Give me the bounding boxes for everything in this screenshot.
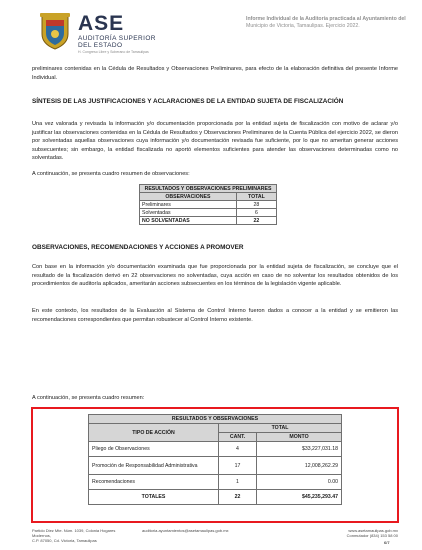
table2-row-cant: 1 xyxy=(219,475,257,490)
table1-row-label: Preliminares xyxy=(140,201,237,209)
footer-address-line-1: Partido Diez Mte. Núm. 1039, Colonia Hogares Modernos, xyxy=(32,528,116,538)
table2-col-type: TIPO DE ACCIÓN xyxy=(89,424,219,442)
page-header xyxy=(38,10,408,54)
table2-row-cant: 4 xyxy=(219,442,257,457)
table2-row-type: Recomendaciones xyxy=(89,475,219,490)
section-title-synthesis: SÍNTESIS DE LAS JUSTIFICACIONES Y ACLARACIONES DE LA ENTIDAD SUJETA DE FISCALIZACIÓN xyxy=(32,98,344,105)
table2-row-monto: 12,008,262.29 xyxy=(257,457,342,475)
report-title-line-1: Informe Individual de la Auditoría practicada al Ayuntamiento del xyxy=(246,16,406,22)
footer-address xyxy=(32,528,132,543)
table2-row-type: Pliego de Observaciones xyxy=(89,442,219,457)
table1-row-total: 6 xyxy=(236,209,276,217)
control-paragraph: En este contexto, los resultados de la Evaluación al Sistema de Control Interno fueron dados a conocer a la entidad y se emitieron las recomendaciones correspondientes que permitan robustecer al Control Interno existente. xyxy=(32,308,398,323)
footer-phone: Conmutador (834) 153 58 00 xyxy=(346,533,398,538)
logo-name: ASE xyxy=(78,12,125,35)
section-title-observations: OBSERVACIONES, RECOMENDACIONES Y ACCIONES A PROMOVER xyxy=(32,244,244,251)
logo-subtitle-3: H. Congreso Libre y Soberano de Tamaulipas xyxy=(78,50,149,54)
table2-col-monto: MONTO xyxy=(257,433,342,442)
table1-title: RESULTADOS Y OBSERVACIONES PRELIMINARES xyxy=(140,185,277,193)
page-number: 6/7 xyxy=(384,540,390,545)
footer-email: auditoria.ayuntamientos@asetamaulipas.gob.mx xyxy=(142,528,229,533)
table2-totals-monto: $45,235,293.47 xyxy=(257,490,342,505)
table-row xyxy=(140,201,277,209)
table1-footer-total: 22 xyxy=(236,217,276,225)
footer-address-line-2: C.P. 87050, Cd. Victoria, Tamaulipas xyxy=(32,538,97,543)
logo-subtitle-2: DEL ESTADO xyxy=(78,42,123,49)
table2-row-monto: 0.00 xyxy=(257,475,342,490)
ase-logo xyxy=(78,14,156,55)
logo-subtitle-1: AUDITORÍA SUPERIOR xyxy=(78,35,156,42)
report-title xyxy=(246,16,416,30)
synthesis-paragraph: Una vez valorada y revisada la información y/o documentación proporcionada por la entidad sujeta de fiscalización con motivo de aclarar y/o justificar las observaciones contenidas en la Cédula de Resultados y Observaciones Preliminares de la Cuenta Pública del ejercicio 2022, se dieron por solventadas aquellas observaciones cuya información y/o documentación revisada fue suficiente, por lo que no ameritan generar acciones subsecuentes; sin embargo, la entidad fiscalizada no aportó elementos suficientes para atender las observaciones determinadas como no solventadas. xyxy=(32,121,398,162)
table1-footer-label: NO SOLVENTADAS xyxy=(140,217,237,225)
table2-title: RESULTADOS Y OBSERVACIONES xyxy=(89,415,342,424)
intro-paragraph: preliminares contenidas en la Cédula de Resultados y Observaciones Preliminares, para efecto de la elaboración definitiva del presente Informe Individual. xyxy=(32,66,398,81)
highlight-box xyxy=(31,407,399,523)
summary-intro-2: A continuación, se presenta cuadro resumen: xyxy=(32,395,145,401)
table2-col-cant: CANT. xyxy=(219,433,257,442)
table2-row-monto: $33,227,031.18 xyxy=(257,442,342,457)
table2-row-cant: 17 xyxy=(219,457,257,475)
report-title-line-2: Municipio de Victoria, Tamaulipas. Ejercicio 2022. xyxy=(246,23,360,29)
table2-row-type: Promoción de Responsabilidad Administrativa xyxy=(89,457,219,475)
table-row xyxy=(140,209,277,217)
table1-row-label: Solventadas xyxy=(140,209,237,217)
summary-intro-1: A continuación, se presenta cuadro resumen de observaciones: xyxy=(32,171,190,177)
observations-paragraph: Con base en la información y/o documentación examinada que fue proporcionada por la entidad sujeta de fiscalización, se concluye que el resultado de la fiscalización derivó en 22 observaciones no solventadas, cuya acción en caso de no solventar los resultados obtenidos de los procedimientos de auditoría aplicados, ameritarán acciones subsecuentes en los términos de la legislación vigente aplicable. xyxy=(32,264,398,288)
footer-website: www.asetamaulipas.gob.mx xyxy=(348,528,398,533)
preliminary-results-table xyxy=(139,184,277,225)
table1-row-total: 28 xyxy=(236,201,276,209)
state-seal-icon xyxy=(38,12,72,50)
table-row xyxy=(140,217,277,225)
table2-col-total: TOTAL xyxy=(219,424,342,433)
footer-contact xyxy=(328,528,398,538)
table2-totals-label: TOTALES xyxy=(89,490,219,505)
table1-col-total: TOTAL xyxy=(236,193,276,201)
table1-col-observaciones: OBSERVACIONES xyxy=(140,193,237,201)
table2-totals-cant: 22 xyxy=(219,490,257,505)
